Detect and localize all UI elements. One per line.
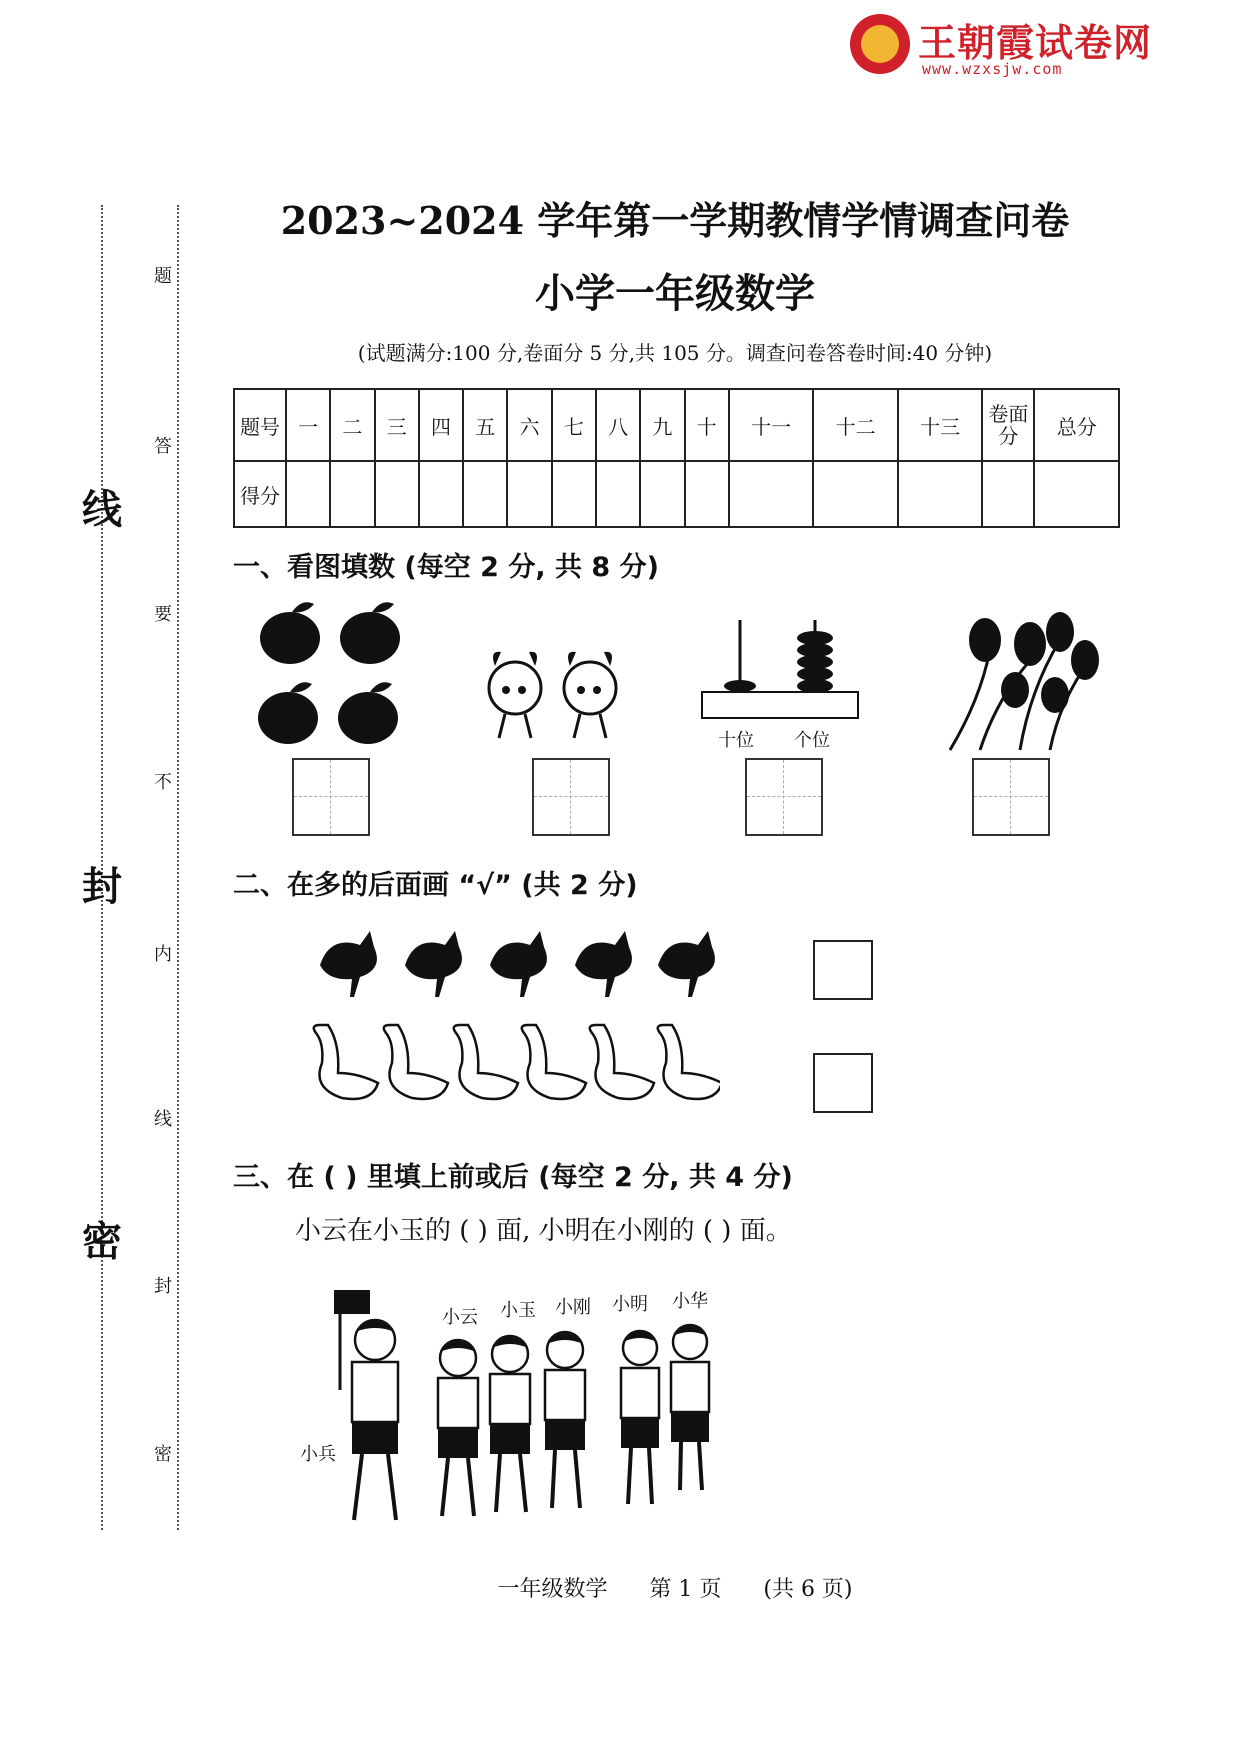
- column-label: 八: [596, 389, 640, 461]
- section1-heading: 一、看图填数 (每空 2 分, 共 8 分): [233, 552, 659, 583]
- name-label: 小刚: [555, 1297, 591, 1318]
- score-table-score-row: [234, 461, 1119, 527]
- exam-note: (试题满分:100 分,卷面分 5 分,共 105 分。调查问卷答卷时间:40 分钟): [357, 341, 993, 365]
- score-cell[interactable]: [898, 461, 983, 527]
- children-picture: [320, 1280, 740, 1540]
- score-cell[interactable]: [729, 461, 814, 527]
- column-label: 十一: [729, 389, 814, 461]
- column-label: 五: [463, 389, 507, 461]
- answer-box-abacus[interactable]: [745, 758, 823, 836]
- abacus-ones-label: 个位: [794, 730, 830, 751]
- score-cell[interactable]: [375, 461, 419, 527]
- score-table-header-row: [234, 389, 1119, 461]
- margin-big-char: 封: [82, 864, 122, 910]
- column-label: 一: [286, 389, 330, 461]
- goose-check-box[interactable]: [813, 1053, 873, 1113]
- binding-line-inner: [177, 205, 179, 1530]
- score-cell[interactable]: [685, 461, 729, 527]
- name-label: 小云: [442, 1307, 478, 1328]
- exam-title: 2023~2024 学年第一学期教情学情调查问卷: [280, 198, 1070, 243]
- roosters-picture: [310, 925, 720, 1005]
- column-label: 卷面分: [982, 389, 1034, 461]
- column-label: 十: [685, 389, 729, 461]
- score-cell[interactable]: [596, 461, 640, 527]
- score-cell[interactable]: [640, 461, 684, 527]
- column-label: 十三: [898, 389, 983, 461]
- bees-picture: [470, 648, 640, 748]
- flowers-picture: [930, 610, 1105, 760]
- margin-char: 答: [154, 436, 172, 457]
- geese-picture: [300, 1015, 720, 1115]
- score-cell[interactable]: [1034, 461, 1119, 527]
- score-table: [233, 388, 1120, 528]
- page-footer: 一年级数学 第 1 页 (共 6 页): [497, 1577, 853, 1602]
- column-label: 十二: [813, 389, 898, 461]
- name-label: 小玉: [500, 1300, 536, 1321]
- column-label: 二: [330, 389, 374, 461]
- column-label: 总分: [1034, 389, 1119, 461]
- seal-icon: [850, 14, 910, 74]
- section3-heading: 三、在 ( ) 里填上前或后 (每空 2 分, 共 4 分): [233, 1162, 793, 1193]
- margin-char: 要: [154, 604, 172, 625]
- column-label: 四: [419, 389, 463, 461]
- site-logo: [850, 14, 1180, 78]
- margin-char: 线: [154, 1109, 172, 1130]
- margin-char: 不: [154, 772, 172, 793]
- score-cell[interactable]: [463, 461, 507, 527]
- margin-char: 密: [154, 1444, 172, 1465]
- answer-box-bees[interactable]: [532, 758, 610, 836]
- margin-big-char: 密: [82, 1219, 122, 1265]
- margin-big-char: 线: [82, 487, 122, 533]
- abacus-picture: [700, 610, 860, 720]
- score-cell[interactable]: [507, 461, 551, 527]
- margin-char: 题: [154, 266, 172, 287]
- name-label: 小华: [672, 1291, 708, 1312]
- score-cell[interactable]: [286, 461, 330, 527]
- margin-char: 内: [154, 944, 172, 965]
- column-label: 九: [640, 389, 684, 461]
- score-cell[interactable]: [982, 461, 1034, 527]
- site-brand: 王朝霞试卷网: [918, 21, 1153, 65]
- column-label: 七: [552, 389, 596, 461]
- abacus-tens-label: 十位: [718, 730, 754, 751]
- score-cell[interactable]: [419, 461, 463, 527]
- row-label: 题号: [234, 389, 286, 461]
- margin-char: 封: [154, 1276, 172, 1297]
- score-cell[interactable]: [813, 461, 898, 527]
- column-label: 六: [507, 389, 551, 461]
- rooster-check-box[interactable]: [813, 940, 873, 1000]
- column-label: 三: [375, 389, 419, 461]
- section2-heading: 二、在多的后面画 “√” (共 2 分): [233, 870, 638, 901]
- score-cell[interactable]: [330, 461, 374, 527]
- score-cell[interactable]: [552, 461, 596, 527]
- answer-box-apples[interactable]: [292, 758, 370, 836]
- answer-box-flowers[interactable]: [972, 758, 1050, 836]
- apples-picture: [250, 598, 420, 758]
- name-label: 小明: [612, 1294, 648, 1315]
- section3-question: 小云在小玉的 ( ) 面, 小明在小刚的 ( ) 面。: [295, 1216, 792, 1246]
- exam-subject: 小学一年级数学: [535, 271, 815, 317]
- name-label: 小兵: [300, 1444, 336, 1465]
- row-label: 得分: [234, 461, 286, 527]
- site-url: www.wzxsjw.com: [922, 60, 1063, 78]
